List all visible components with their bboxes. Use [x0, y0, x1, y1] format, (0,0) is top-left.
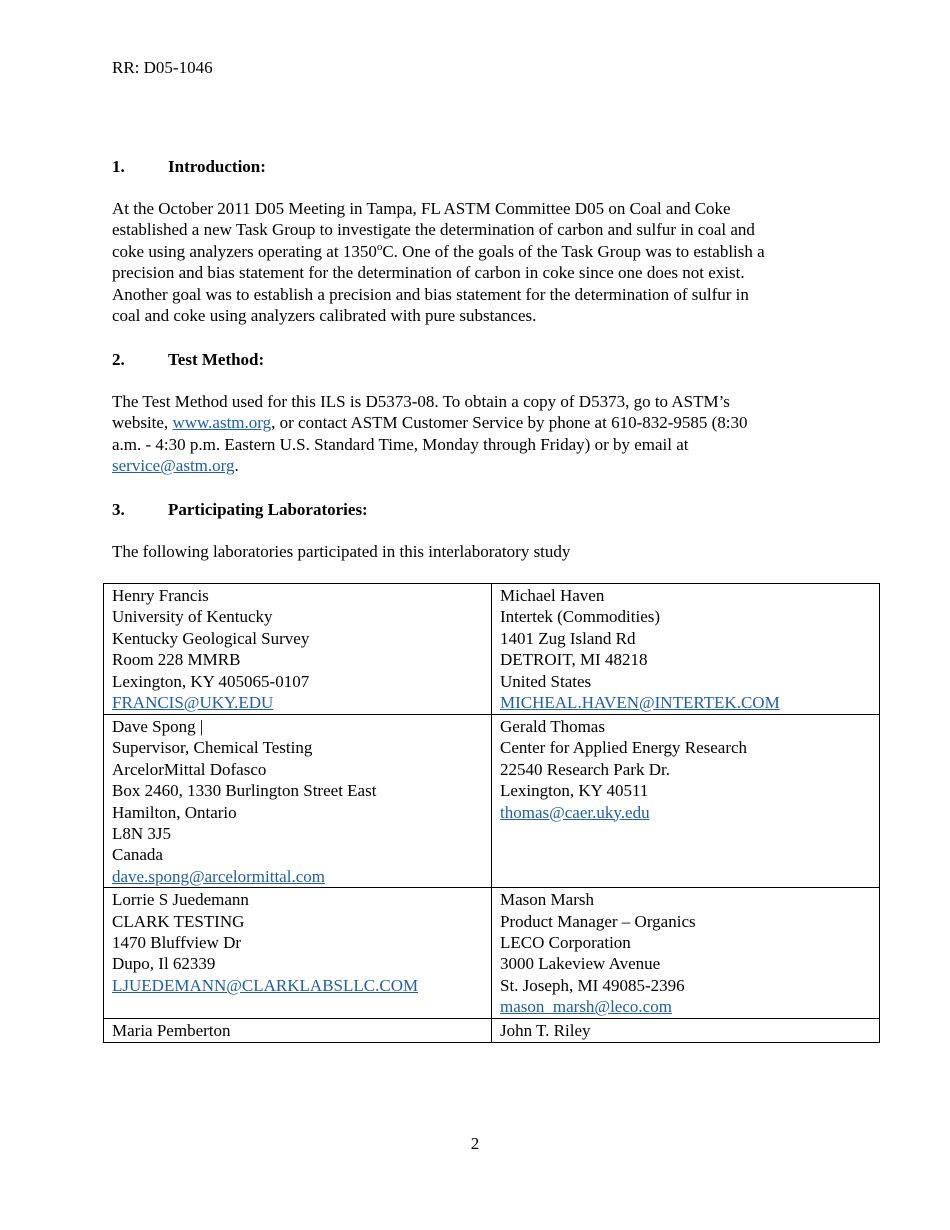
- lab-contact-cell: [104, 888, 492, 1019]
- contact-detail: Kentucky Geological Survey: [112, 628, 310, 648]
- section-title: Participating Laboratories:: [168, 500, 368, 519]
- contact-detail: 1470 Bluffview Dr: [112, 933, 242, 953]
- contact-detail: LECO Corporation: [500, 933, 631, 953]
- contact-detail: Lexington, KY 40511: [500, 781, 649, 801]
- page-number: 2: [470, 1134, 480, 1153]
- contact-detail: 1401 Zug Island Rd: [500, 628, 636, 648]
- paragraph-line: Another goal was to establish a precision and bias statement for the determination of sulfur in: [112, 284, 749, 304]
- contact-email-link[interactable]: FRANCIS@UKY.EDU: [112, 693, 274, 713]
- paragraph-line: [112, 241, 852, 262]
- section-number: 2.: [112, 350, 125, 369]
- contact-name: Lorrie S Juedemann: [112, 890, 249, 910]
- contact-detail: 3000 Lakeview Avenue: [500, 954, 661, 974]
- contact-detail: Supervisor, Chemical Testing: [112, 738, 313, 758]
- contact-detail: Box 2460, 1330 Burlington Street East: [112, 781, 377, 801]
- contact-name: John T. Riley: [500, 1021, 591, 1041]
- section-heading-test-method: [112, 349, 264, 370]
- contact-detail: Room 228 MMRB: [112, 650, 241, 670]
- section-heading-introduction: [112, 156, 266, 177]
- paragraph-text: C. One of the goals of the Task Group was to establish a: [382, 241, 765, 261]
- astm-website-link[interactable]: www.astm.org: [172, 413, 272, 433]
- contact-name: Maria Pemberton: [112, 1021, 231, 1041]
- contact-email-link[interactable]: thomas@caer.uky.edu: [500, 802, 650, 822]
- contact-detail: Canada: [112, 845, 163, 865]
- section-title: Introduction:: [168, 157, 266, 176]
- degree-superscript: o: [376, 240, 383, 253]
- contact-detail: United States: [500, 671, 592, 691]
- participating-laboratories-table: [103, 583, 880, 1043]
- contact-detail: ArcelorMittal Dofasco: [112, 759, 267, 779]
- laboratories-intro: [112, 541, 852, 562]
- contact-detail: Dupo, Il 62339: [112, 954, 216, 974]
- paragraph-text: website,: [112, 413, 173, 433]
- contact-email-link[interactable]: mason_marsh@leco.com: [500, 997, 672, 1017]
- paragraph-line: The following laboratories participated in this interlaboratory study: [112, 542, 571, 561]
- lab-contact-cell: [104, 584, 492, 715]
- introduction-paragraph: [112, 198, 852, 326]
- contact-detail: DETROIT, MI 48218: [500, 650, 648, 670]
- contact-name: Gerald Thomas: [500, 717, 605, 736]
- lab-contact-cell: [492, 1019, 880, 1042]
- paragraph-line: [112, 412, 852, 433]
- contact-email-link[interactable]: dave.spong@arcelormittal.com: [112, 866, 325, 886]
- section-number: 3.: [112, 500, 125, 519]
- paragraph-line: The Test Method used for this ILS is D5373-08. To obtain a copy of D5373, go to ASTM’s: [112, 392, 730, 411]
- report-reference: RR: D05-1046: [112, 58, 213, 77]
- paragraph-text: .: [234, 456, 239, 476]
- section-heading-participating-laboratories: [112, 499, 368, 520]
- table-row: [104, 715, 880, 888]
- contact-email-link[interactable]: LJUEDEMANN@CLARKLABSLLC.COM: [112, 975, 419, 995]
- paragraph-text: coke using analyzers operating at 1350: [112, 241, 377, 261]
- contact-detail: Hamilton, Ontario: [112, 802, 237, 822]
- lab-contact-cell: [104, 1019, 492, 1042]
- table-row: [104, 888, 880, 1019]
- table-row: [104, 584, 880, 715]
- contact-name: Dave Spong |: [112, 717, 204, 736]
- lab-contact-cell: [104, 715, 492, 888]
- paragraph-line: established a new Task Group to investigate the determination of carbon and sulfur in coal and: [112, 220, 755, 240]
- section-title: Test Method:: [168, 350, 265, 369]
- paragraph-line: [112, 455, 852, 476]
- contact-name: Mason Marsh: [500, 890, 594, 910]
- paragraph-text: , or contact ASTM Customer Service by phone at 610-832-9585 (8:30: [271, 413, 748, 433]
- contact-name: Michael Haven: [500, 586, 605, 605]
- lab-contact-cell: [492, 888, 880, 1019]
- paragraph-line: At the October 2011 D05 Meeting in Tampa, FL ASTM Committee D05 on Coal and Coke: [112, 199, 731, 218]
- paragraph-line: coal and coke using analyzers calibrated with pure substances.: [112, 306, 537, 326]
- section-number: 1.: [112, 157, 125, 176]
- contact-detail: Lexington, KY 405065-0107: [112, 671, 310, 691]
- contact-detail: CLARK TESTING: [112, 911, 245, 931]
- contact-email-link[interactable]: MICHEAL.HAVEN@INTERTEK.COM: [500, 693, 780, 713]
- contact-detail: Product Manager – Organics: [500, 911, 696, 931]
- astm-service-email-link[interactable]: service@astm.org: [112, 456, 235, 476]
- test-method-paragraph: [112, 391, 852, 477]
- table-row: [104, 1019, 880, 1042]
- contact-detail: Intertek (Commodities): [500, 607, 661, 627]
- contact-detail: University of Kentucky: [112, 607, 273, 627]
- lab-contact-cell: [492, 715, 880, 888]
- contact-detail: L8N 3J5: [112, 824, 172, 844]
- paragraph-line: a.m. - 4:30 p.m. Eastern U.S. Standard Time, Monday through Friday) or by email at: [112, 434, 689, 454]
- contact-detail: Center for Applied Energy Research: [500, 738, 748, 758]
- contact-detail: 22540 Research Park Dr.: [500, 759, 670, 779]
- lab-contact-cell: [492, 584, 880, 715]
- paragraph-line: precision and bias statement for the determination of carbon in coke since one does not exist.: [112, 263, 745, 283]
- contact-name: Henry Francis: [112, 586, 209, 605]
- contact-detail: St. Joseph, MI 49085-2396: [500, 975, 685, 995]
